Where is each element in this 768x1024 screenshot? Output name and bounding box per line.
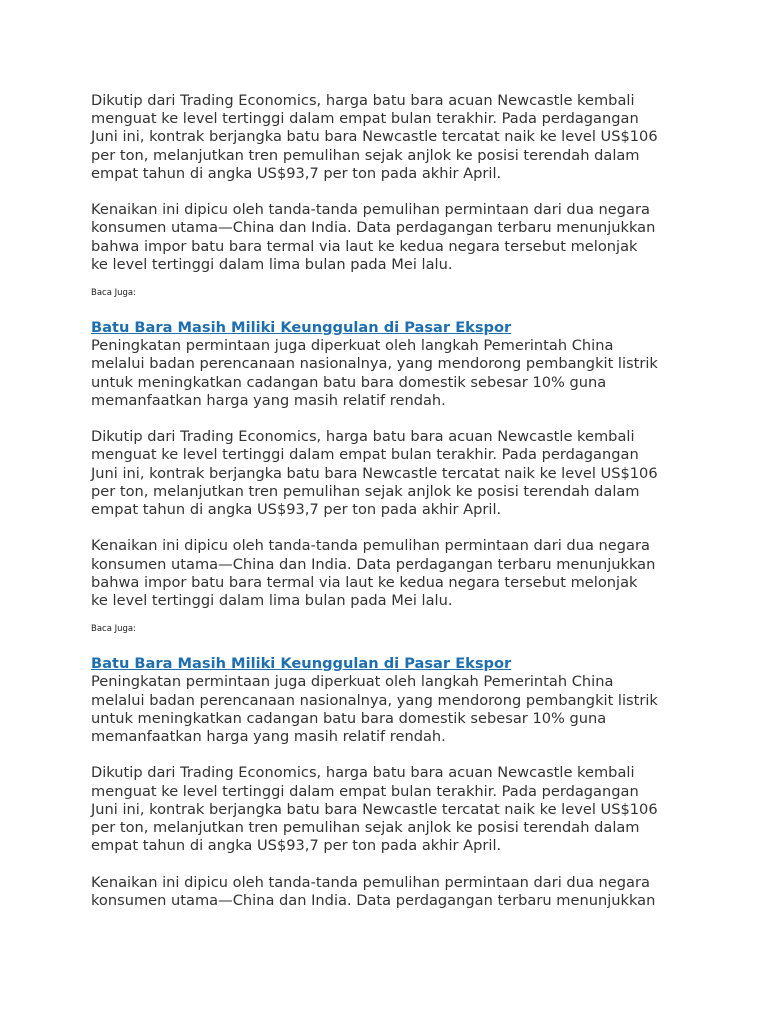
text-line: Kenaikan ini dipicu oleh tanda-tanda pemulihan permintaan dari dua negara bbox=[91, 537, 650, 555]
article-paragraph bbox=[91, 428, 691, 519]
text-line: bahwa impor batu bara termal via laut ke kedua negara tersebut melonjak bbox=[91, 573, 638, 591]
text-line: untuk meningkatkan cadangan batu bara domestik sebesar 10% guna bbox=[91, 709, 607, 727]
text-line: per ton, melanjutkan tren pemulihan sejak anjlok ke posisi terendah dalam bbox=[91, 819, 640, 837]
text-line: empat tahun di angka US$93,7 per ton pada akhir April. bbox=[91, 837, 502, 855]
text-line: Peningkatan permintaan juga diperkuat oleh langkah Pemerintah China bbox=[91, 337, 614, 355]
text-line: empat tahun di angka US$93,7 per ton pada akhir April. bbox=[91, 164, 502, 182]
related-article-link[interactable]: Batu Bara Masih Miliki Keunggulan di Pasar Ekspor bbox=[91, 319, 512, 337]
text-line: untuk meningkatkan cadangan batu bara domestik sebesar 10% guna bbox=[91, 373, 607, 391]
text-line: Juni ini, kontrak berjangka batu bara Newcastle tercatat naik ke level US$106 bbox=[91, 128, 658, 146]
text-line: konsumen utama—China dan India. Data perdagangan terbaru menunjukkan bbox=[91, 219, 656, 237]
text-line: ke level tertinggi dalam lima bulan pada Mei lalu. bbox=[91, 255, 453, 273]
related-article-link[interactable]: Batu Bara Masih Miliki Keunggulan di Pasar Ekspor bbox=[91, 655, 512, 673]
article-paragraph bbox=[91, 874, 691, 910]
text-line: menguat ke level tertinggi dalam empat bulan terakhir. Pada perdagangan bbox=[91, 110, 639, 128]
text-line: Kenaikan ini dipicu oleh tanda-tanda pemulihan permintaan dari dua negara bbox=[91, 201, 650, 219]
text-line: empat tahun di angka US$93,7 per ton pada akhir April. bbox=[91, 501, 502, 519]
text-line: konsumen utama—China dan India. Data perdagangan terbaru menunjukkan bbox=[91, 891, 656, 909]
article-paragraph bbox=[91, 537, 691, 610]
article-paragraph bbox=[91, 201, 691, 274]
baca-juga-label: Baca Juga: bbox=[91, 288, 136, 299]
text-line: Dikutip dari Trading Economics, harga batu bara acuan Newcastle kembali bbox=[91, 428, 635, 446]
text-line: ke level tertinggi dalam lima bulan pada Mei lalu. bbox=[91, 592, 453, 610]
text-line: Dikutip dari Trading Economics, harga batu bara acuan Newcastle kembali bbox=[91, 92, 635, 109]
text-line: menguat ke level tertinggi dalam empat bulan terakhir. Pada perdagangan bbox=[91, 446, 639, 464]
text-line: memanfaatkan harga yang masih relatif rendah. bbox=[91, 391, 446, 409]
text-line: per ton, melanjutkan tren pemulihan sejak anjlok ke posisi terendah dalam bbox=[91, 482, 640, 500]
text-line: per ton, melanjutkan tren pemulihan sejak anjlok ke posisi terendah dalam bbox=[91, 146, 640, 164]
text-line: bahwa impor batu bara termal via laut ke kedua negara tersebut melonjak bbox=[91, 237, 638, 255]
baca-juga-label: Baca Juga: bbox=[91, 624, 136, 635]
text-line: Dikutip dari Trading Economics, harga batu bara acuan Newcastle kembali bbox=[91, 764, 635, 782]
document-page bbox=[91, 92, 691, 910]
text-line: memanfaatkan harga yang masih relatif rendah. bbox=[91, 728, 446, 746]
text-line: Peningkatan permintaan juga diperkuat oleh langkah Pemerintah China bbox=[91, 673, 614, 691]
article-paragraph bbox=[91, 337, 691, 410]
text-line: Juni ini, kontrak berjangka batu bara Newcastle tercatat naik ke level US$106 bbox=[91, 464, 658, 482]
text-line: konsumen utama—China dan India. Data perdagangan terbaru menunjukkan bbox=[91, 555, 656, 573]
article-paragraph bbox=[91, 673, 691, 746]
text-line: menguat ke level tertinggi dalam empat bulan terakhir. Pada perdagangan bbox=[91, 782, 639, 800]
text-line: Kenaikan ini dipicu oleh tanda-tanda pemulihan permintaan dari dua negara bbox=[91, 873, 650, 891]
text-line: melalui badan perencanaan nasionalnya, yang mendorong pembangkit listrik bbox=[91, 691, 658, 709]
text-line: Juni ini, kontrak berjangka batu bara Newcastle tercatat naik ke level US$106 bbox=[91, 800, 658, 818]
text-line: melalui badan perencanaan nasionalnya, yang mendorong pembangkit listrik bbox=[91, 355, 658, 373]
article-paragraph bbox=[91, 92, 691, 183]
article-paragraph bbox=[91, 764, 691, 855]
